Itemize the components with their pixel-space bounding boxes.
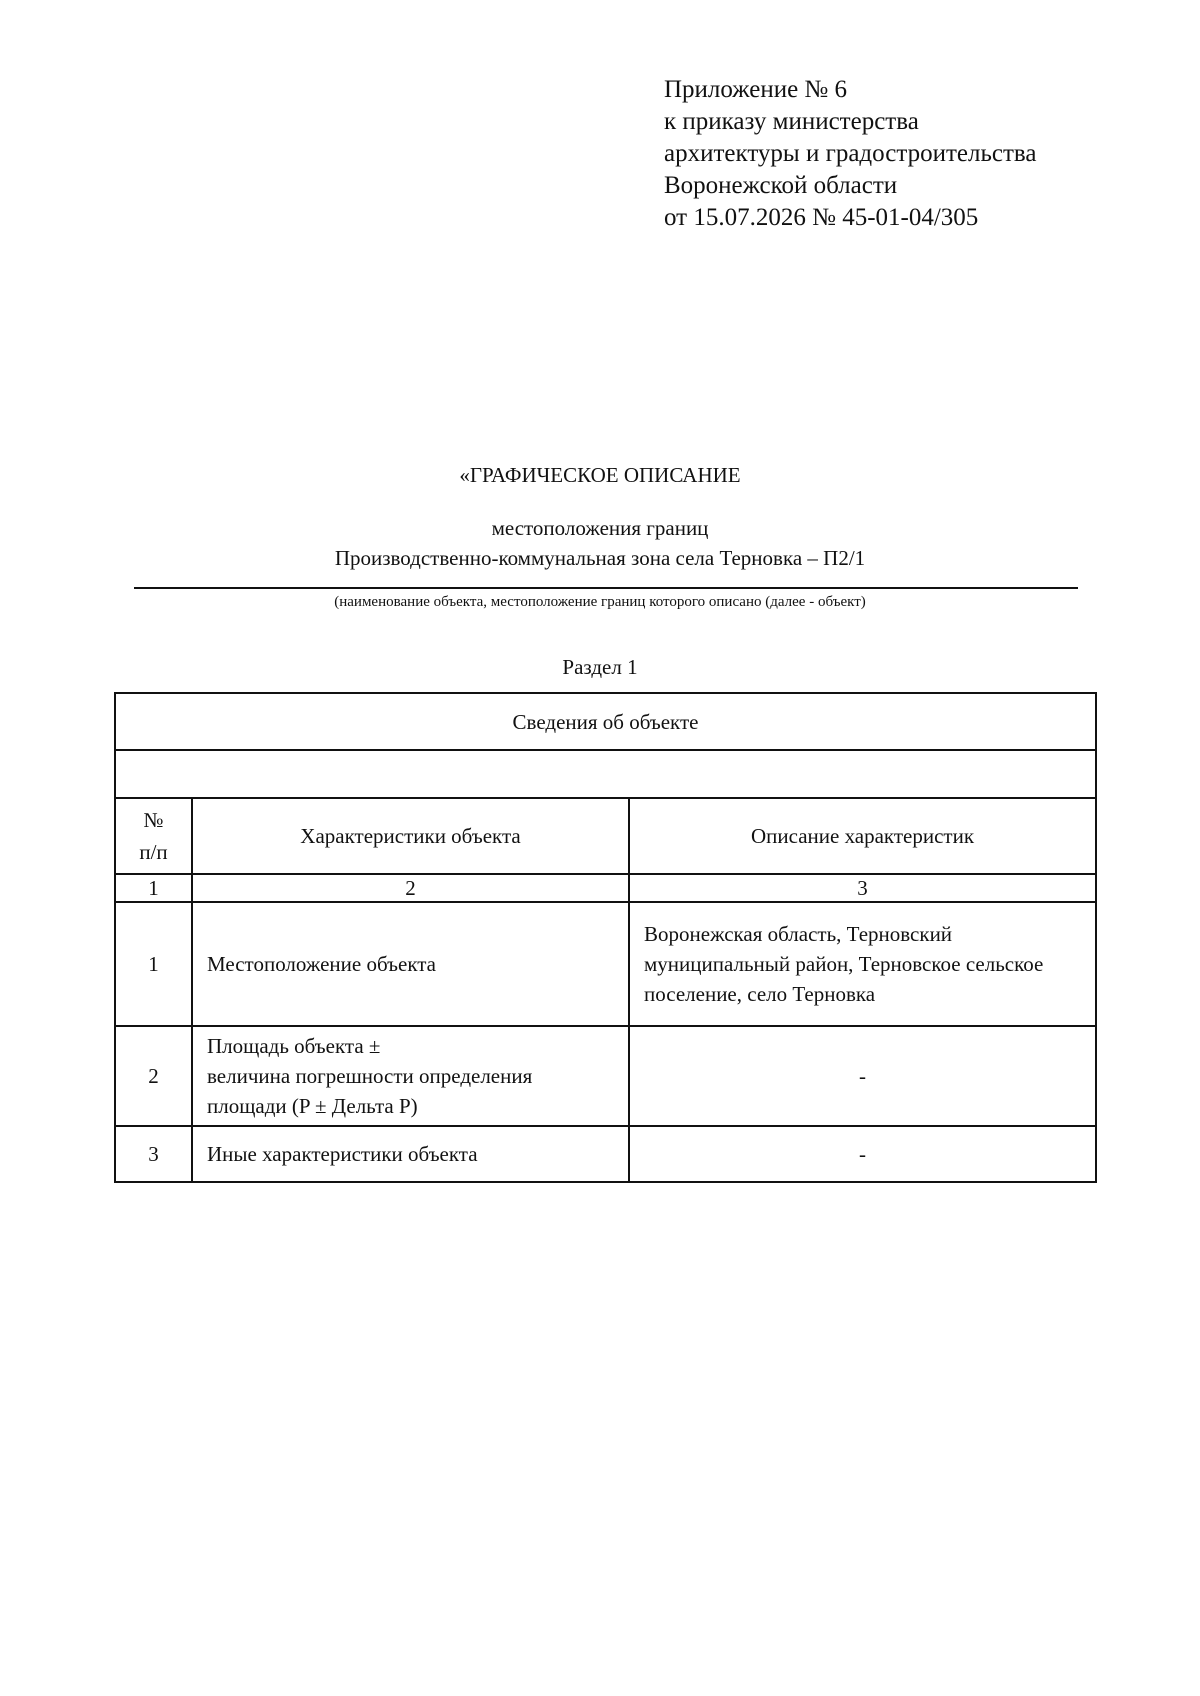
divider-line — [134, 587, 1078, 589]
column-header-number-line: п/п — [139, 840, 168, 864]
column-header-number-line: № — [143, 808, 164, 832]
appendix-line: Приложение № 6 — [664, 76, 848, 103]
row-characteristic — [192, 1026, 629, 1126]
column-header-number — [115, 798, 192, 874]
table-header-row — [115, 693, 1096, 750]
column-number: 1 — [115, 874, 192, 902]
object-name: Производственно-коммунальная зона села Терновка – П2/1 — [334, 546, 866, 570]
object-info-table — [114, 692, 1097, 1183]
object-name-caption: (наименование объекта, местоположение границ которого описано (далее - объект) — [334, 594, 866, 610]
row-description: - — [629, 1026, 1096, 1126]
column-number: 2 — [192, 874, 629, 902]
row-characteristic: Местоположение объекта — [192, 902, 629, 1026]
row-characteristic-line: величина погрешности определения — [207, 1064, 533, 1088]
row-characteristic: Иные характеристики объекта — [192, 1126, 629, 1182]
column-header-characteristics: Характеристики объекта — [192, 798, 629, 874]
section-label: Раздел 1 — [562, 655, 638, 679]
row-number: 2 — [115, 1026, 192, 1126]
column-number: 3 — [629, 874, 1096, 902]
row-number: 1 — [115, 902, 192, 1026]
row-number: 3 — [115, 1126, 192, 1182]
table-row — [115, 902, 1096, 1026]
row-characteristic-line: Площадь объекта ± — [207, 1034, 381, 1058]
row-characteristic-line: площади (P ± Дельта P) — [207, 1094, 418, 1118]
appendix-line: архитектуры и градостроительства — [664, 140, 1037, 167]
table-row — [115, 1126, 1096, 1182]
appendix-line: от 15.07.2026 № 45-01-04/305 — [664, 204, 979, 231]
column-header-row — [115, 798, 1096, 874]
table-empty-row — [115, 750, 1096, 798]
empty-cell — [115, 750, 1096, 798]
table-row — [115, 1026, 1096, 1126]
row-description: - — [629, 1126, 1096, 1182]
document-subtitle: местоположения границ — [491, 516, 709, 540]
column-number-row — [115, 874, 1096, 902]
appendix-block — [664, 74, 1164, 234]
column-header-description: Описание характеристик — [629, 798, 1096, 874]
row-description: Воронежская область, Терновский муниципальный район, Терновское сельское поселение, село Терновка — [629, 902, 1096, 1026]
appendix-line: Воронежской области — [664, 172, 898, 199]
table-header: Сведения об объекте — [115, 693, 1096, 750]
appendix-line: к приказу министерства — [664, 108, 919, 135]
document-title: «ГРАФИЧЕСКОЕ ОПИСАНИЕ — [459, 463, 741, 487]
